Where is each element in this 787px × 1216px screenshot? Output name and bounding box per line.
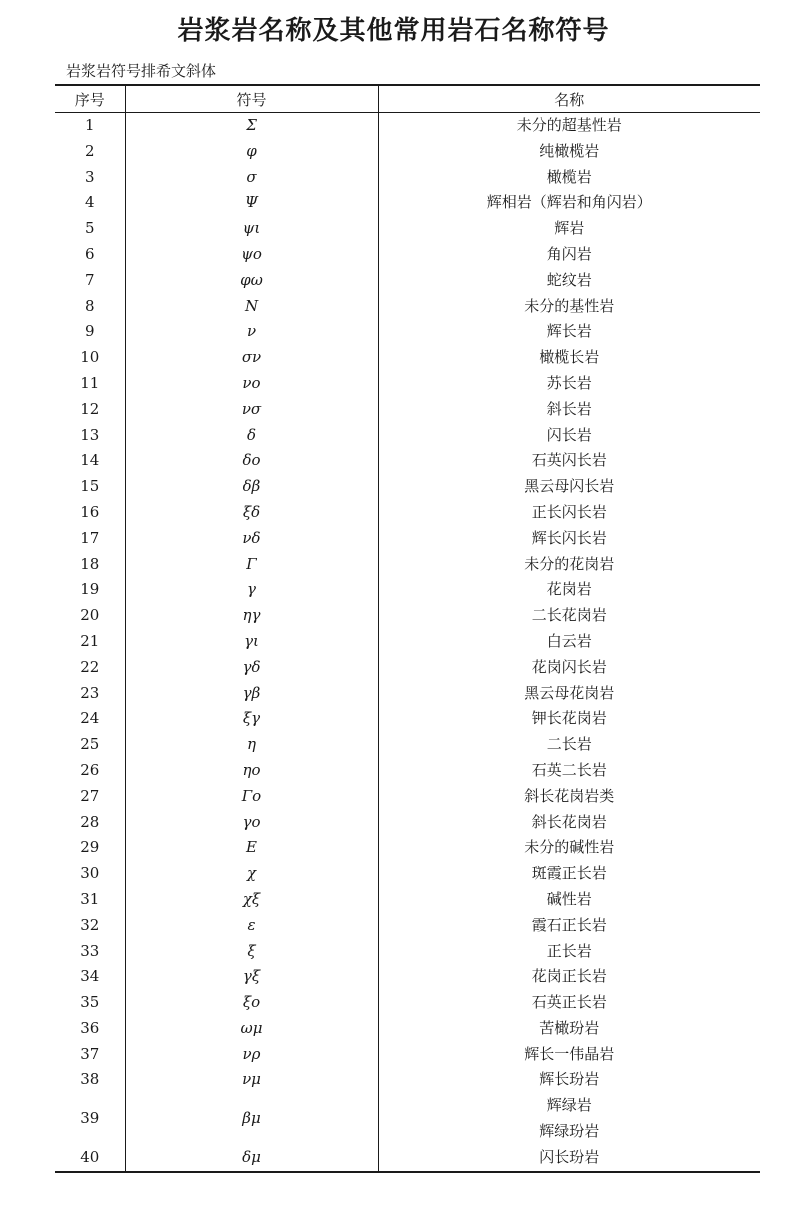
rock-name-line: 花岗正长岩 [531, 967, 607, 986]
row-name [378, 448, 760, 474]
table-row [55, 268, 760, 294]
rock-name-line: 纯橄榄岩 [539, 141, 600, 160]
row-name [378, 603, 760, 629]
table-row [55, 1093, 760, 1145]
row-name [378, 758, 760, 784]
row-symbol: Σ [125, 113, 378, 139]
row-serial-number: 2 [55, 139, 125, 165]
row-serial-number: 13 [55, 423, 125, 449]
table-row [55, 552, 760, 578]
row-symbol: N [125, 294, 378, 320]
row-symbol: ψι [125, 216, 378, 242]
row-symbol: δ [125, 423, 378, 449]
row-serial-number: 11 [55, 371, 125, 397]
table-row [55, 397, 760, 423]
row-symbol: νσ [125, 397, 378, 423]
row-name [378, 1016, 760, 1042]
table-row [55, 784, 760, 810]
row-symbol: δο [125, 448, 378, 474]
table-row [55, 423, 760, 449]
rock-name-line: 斜长花岗岩 [531, 812, 607, 831]
row-symbol: ξγ [125, 706, 378, 732]
row-name [378, 552, 760, 578]
row-serial-number: 8 [55, 294, 125, 320]
row-serial-number: 39 [55, 1093, 125, 1145]
row-name [378, 397, 760, 423]
row-name [378, 577, 760, 603]
table-row [55, 861, 760, 887]
table-row [55, 1016, 760, 1042]
table-row [55, 964, 760, 990]
rock-name-line: 黑云母闪长岩 [524, 477, 615, 496]
table-row [55, 913, 760, 939]
table-row [55, 165, 760, 191]
rock-name-line: 花岗岩 [546, 580, 592, 599]
rock-name-line: 橄榄长岩 [539, 348, 600, 367]
row-name [378, 629, 760, 655]
row-name [378, 784, 760, 810]
table-row [55, 371, 760, 397]
rock-name-line: 辉绿玢岩 [539, 1122, 600, 1141]
rock-name-line: 二长岩 [546, 735, 592, 754]
row-name [378, 964, 760, 990]
row-serial-number: 9 [55, 319, 125, 345]
rock-name-line: 正长岩 [546, 941, 592, 960]
row-name [378, 990, 760, 1016]
rock-name-line: 辉长玢岩 [539, 1070, 600, 1089]
table-header [55, 85, 760, 113]
table-row [55, 190, 760, 216]
table-row [55, 448, 760, 474]
rock-name-line: 辉长岩 [546, 322, 592, 341]
row-serial-number: 10 [55, 345, 125, 371]
row-symbol: ηγ [125, 603, 378, 629]
row-serial-number: 37 [55, 1042, 125, 1068]
table-row [55, 242, 760, 268]
row-symbol: φ [125, 139, 378, 165]
rock-name-line: 石英二长岩 [531, 760, 607, 779]
row-serial-number: 23 [55, 681, 125, 707]
row-name [378, 835, 760, 861]
row-serial-number: 3 [55, 165, 125, 191]
row-name [378, 113, 760, 139]
row-symbol: ωμ [125, 1016, 378, 1042]
rock-symbol-table-container [55, 84, 760, 1173]
row-serial-number: 32 [55, 913, 125, 939]
rock-symbol-table [55, 84, 760, 1173]
row-serial-number: 33 [55, 939, 125, 965]
row-symbol: νμ [125, 1067, 378, 1093]
rock-name-line: 苏长岩 [546, 373, 592, 392]
row-serial-number: 36 [55, 1016, 125, 1042]
row-symbol: νδ [125, 526, 378, 552]
rock-name-line: 斑霞正长岩 [531, 864, 607, 883]
row-symbol: γο [125, 810, 378, 836]
row-name [378, 268, 760, 294]
table-row [55, 629, 760, 655]
table-row [55, 294, 760, 320]
row-name [378, 732, 760, 758]
row-symbol: ξο [125, 990, 378, 1016]
row-symbol: γξ [125, 964, 378, 990]
table-row [55, 758, 760, 784]
rock-name-line: 未分的花岗岩 [524, 554, 615, 573]
row-symbol: ν [125, 319, 378, 345]
table-row [55, 706, 760, 732]
row-name [378, 242, 760, 268]
row-symbol: δμ [125, 1145, 378, 1172]
table-row [55, 577, 760, 603]
row-symbol: γδ [125, 655, 378, 681]
table-row [55, 345, 760, 371]
rock-name-line: 白云岩 [546, 631, 592, 650]
row-symbol: Ε [125, 835, 378, 861]
row-serial-number: 17 [55, 526, 125, 552]
rock-name-line: 二长花岗岩 [531, 606, 607, 625]
rock-name-line: 闪长玢岩 [539, 1147, 600, 1166]
row-serial-number: 25 [55, 732, 125, 758]
row-serial-number: 6 [55, 242, 125, 268]
rock-name-line: 霞石正长岩 [531, 915, 607, 934]
row-name [378, 474, 760, 500]
rock-name-line: 钾长花岗岩 [531, 709, 607, 728]
rock-name-line: 闪长岩 [546, 425, 592, 444]
table-row [55, 939, 760, 965]
table-row [55, 887, 760, 913]
rock-name-line: 正长闪长岩 [531, 502, 607, 521]
row-name [378, 913, 760, 939]
row-name [378, 939, 760, 965]
row-symbol: νρ [125, 1042, 378, 1068]
row-symbol: νο [125, 371, 378, 397]
row-symbol: Ψ [125, 190, 378, 216]
row-name [378, 190, 760, 216]
header-serial-number: 序号 [55, 85, 125, 113]
row-serial-number: 27 [55, 784, 125, 810]
row-symbol: φω [125, 268, 378, 294]
rock-name-line: 辉相岩（辉岩和角闪岩） [486, 193, 652, 212]
table-row [55, 603, 760, 629]
rock-name-line: 黑云母花岗岩 [524, 683, 615, 702]
table-row [55, 990, 760, 1016]
rock-name-line: 橄榄岩 [546, 167, 592, 186]
row-serial-number: 20 [55, 603, 125, 629]
row-symbol: χ [125, 861, 378, 887]
rock-name-line: 未分的碱性岩 [524, 838, 615, 857]
table-body [55, 113, 760, 1172]
table-row [55, 1067, 760, 1093]
row-name [378, 681, 760, 707]
rock-name-line: 蛇纹岩 [546, 270, 592, 289]
rock-name-line: 辉长一伟晶岩 [524, 1044, 615, 1063]
row-symbol: Γ [125, 552, 378, 578]
rock-name-line: 苦橄玢岩 [539, 1018, 600, 1037]
row-name [378, 139, 760, 165]
row-serial-number: 34 [55, 964, 125, 990]
header-name: 名称 [378, 85, 760, 113]
rock-name-line: 斜长花岗岩类 [524, 786, 615, 805]
table-row [55, 732, 760, 758]
row-serial-number: 1 [55, 113, 125, 139]
header-row [55, 85, 760, 113]
row-name [378, 345, 760, 371]
row-name [378, 887, 760, 913]
row-serial-number: 30 [55, 861, 125, 887]
rock-name-line: 辉长闪长岩 [531, 528, 607, 547]
page-title: 岩浆岩名称及其他常用岩石名称符号 [177, 16, 610, 46]
row-name [378, 810, 760, 836]
row-symbol: ξ [125, 939, 378, 965]
row-symbol: σ [125, 165, 378, 191]
table-row [55, 474, 760, 500]
table-row [55, 319, 760, 345]
row-serial-number: 14 [55, 448, 125, 474]
rock-name-line: 辉绿岩 [546, 1096, 592, 1115]
rock-name-line: 花岗闪长岩 [531, 657, 607, 676]
row-name [378, 861, 760, 887]
table-caption: 岩浆岩符号排希文斜体 [66, 62, 217, 80]
row-serial-number: 38 [55, 1067, 125, 1093]
row-symbol: γι [125, 629, 378, 655]
table-row [55, 810, 760, 836]
table-row [55, 681, 760, 707]
row-serial-number: 22 [55, 655, 125, 681]
table-row [55, 216, 760, 242]
row-serial-number: 31 [55, 887, 125, 913]
rock-name-line: 斜长岩 [546, 399, 592, 418]
row-serial-number: 18 [55, 552, 125, 578]
rock-name-line: 未分的超基性岩 [516, 116, 622, 134]
row-symbol: βμ [125, 1093, 378, 1145]
row-name [378, 1145, 760, 1172]
row-serial-number: 24 [55, 706, 125, 732]
row-name [378, 294, 760, 320]
row-symbol: δβ [125, 474, 378, 500]
table-row [55, 113, 760, 139]
row-name [378, 371, 760, 397]
row-name [378, 1042, 760, 1068]
row-name [378, 500, 760, 526]
row-serial-number: 5 [55, 216, 125, 242]
rock-name-line: 辉岩 [554, 219, 585, 238]
row-name [378, 526, 760, 552]
row-serial-number: 21 [55, 629, 125, 655]
row-symbol: γ [125, 577, 378, 603]
table-row [55, 1145, 760, 1172]
row-symbol: γβ [125, 681, 378, 707]
rock-name-line: 石英闪长岩 [531, 451, 607, 470]
row-name [378, 319, 760, 345]
row-serial-number: 16 [55, 500, 125, 526]
row-name [378, 165, 760, 191]
row-name [378, 655, 760, 681]
row-serial-number: 29 [55, 835, 125, 861]
row-serial-number: 26 [55, 758, 125, 784]
row-serial-number: 40 [55, 1145, 125, 1172]
row-serial-number: 4 [55, 190, 125, 216]
row-name [378, 1067, 760, 1093]
table-row [55, 139, 760, 165]
table-row [55, 1042, 760, 1068]
rock-name-line: 碱性岩 [546, 889, 592, 908]
table-row [55, 500, 760, 526]
row-symbol: χξ [125, 887, 378, 913]
table-row [55, 835, 760, 861]
row-symbol: σν [125, 345, 378, 371]
row-serial-number: 7 [55, 268, 125, 294]
row-symbol: ξδ [125, 500, 378, 526]
row-name [378, 423, 760, 449]
row-name [378, 706, 760, 732]
rock-name-line: 未分的基性岩 [524, 296, 615, 315]
row-name [378, 216, 760, 242]
table-row [55, 526, 760, 552]
row-symbol: Γο [125, 784, 378, 810]
row-serial-number: 15 [55, 474, 125, 500]
rock-name-line: 角闪岩 [546, 244, 592, 263]
row-serial-number: 28 [55, 810, 125, 836]
row-symbol: ε [125, 913, 378, 939]
row-serial-number: 12 [55, 397, 125, 423]
row-symbol: η [125, 732, 378, 758]
row-symbol: ψο [125, 242, 378, 268]
row-symbol: ηο [125, 758, 378, 784]
row-serial-number: 19 [55, 577, 125, 603]
header-symbol: 符号 [125, 85, 378, 113]
table-row [55, 655, 760, 681]
rock-name-line: 石英正长岩 [531, 993, 607, 1012]
row-name [378, 1093, 760, 1145]
row-serial-number: 35 [55, 990, 125, 1016]
